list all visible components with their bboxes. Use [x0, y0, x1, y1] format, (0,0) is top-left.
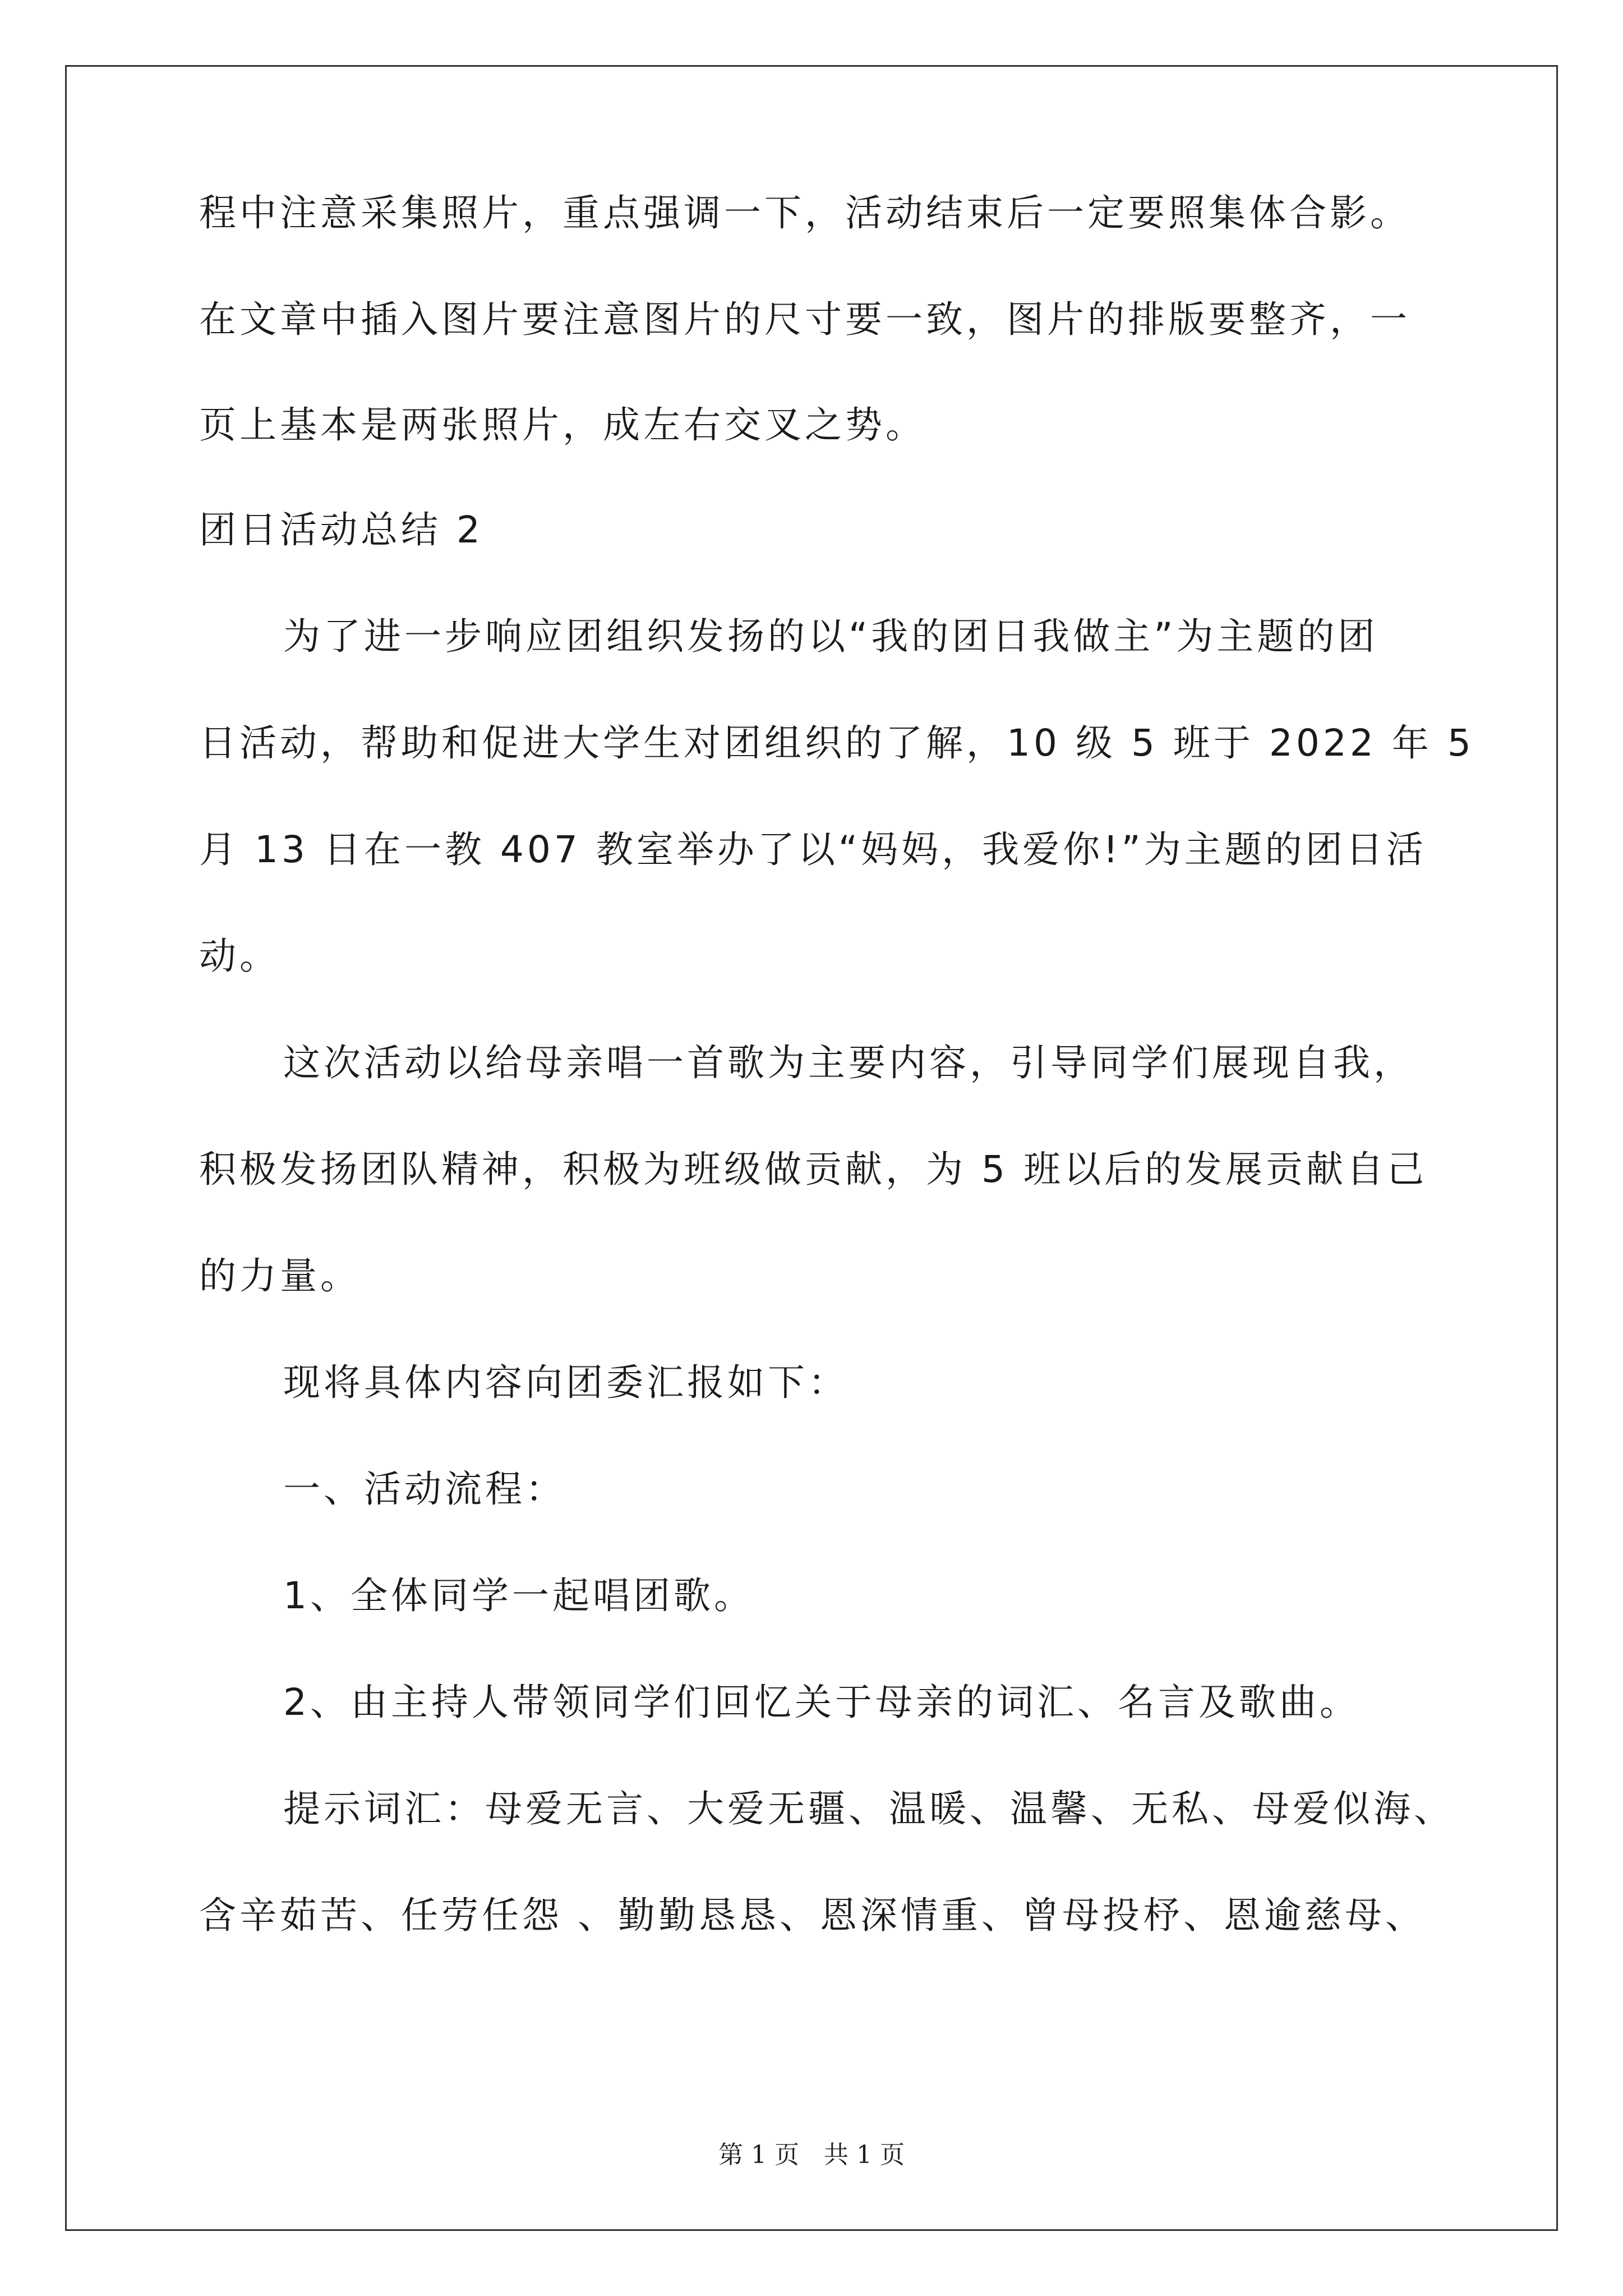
list-item: 2、由主持人带领同学们回忆关于母亲的词汇、名言及歌曲。: [283, 1681, 1360, 1724]
text-line: 页上基本是两张照片，成左右交叉之势。: [199, 403, 926, 447]
text-line: 积极发扬团队精神，积极为班级做贡献，为 5 班以后的发展贡献自己: [199, 1148, 1427, 1191]
text-line: 的力量。: [199, 1254, 361, 1297]
text-line: 程中注意采集照片，重点强调一下，活动结束后一定要照集体合影。: [199, 191, 1410, 234]
text-line: 动。: [199, 935, 280, 978]
list-item: 1、全体同学一起唱团歌。: [283, 1574, 754, 1617]
text-line: 含辛茹苦、任劳任怨 、勤勤恳恳、恩深情重、曾母投杼、恩逾慈母、: [199, 1894, 1426, 1937]
paragraph-first-line: 提示词汇：母爱无言、大爱无疆、温暖、温馨、无私、母爱似海、: [283, 1787, 1454, 1830]
text-line: 月 13 日在一教 407 教室举办了以“妈妈，我爱你!”为主题的团日活: [199, 828, 1427, 871]
text-line: 在文章中插入图片要注意图片的尺寸要一致，图片的排版要整齐，一: [199, 298, 1410, 341]
paragraph-first-line: 现将具体内容向团委汇报如下：: [283, 1361, 849, 1404]
section-heading: 团日活动总结 2: [199, 508, 483, 551]
page-footer: 第 1 页 共 1 页: [718, 2141, 905, 2169]
paragraph-first-line: 这次活动以给母亲唱一首歌为主要内容，引导同学们展现自我，: [283, 1041, 1414, 1084]
text-line: 日活动，帮助和促进大学生对团组织的了解，10 级 5 班于 2022 年 5: [199, 721, 1474, 765]
list-heading: 一、活动流程：: [283, 1467, 566, 1511]
paragraph-first-line: 为了进一步响应团组织发扬的以“我的团日我做主”为主题的团: [283, 615, 1378, 658]
